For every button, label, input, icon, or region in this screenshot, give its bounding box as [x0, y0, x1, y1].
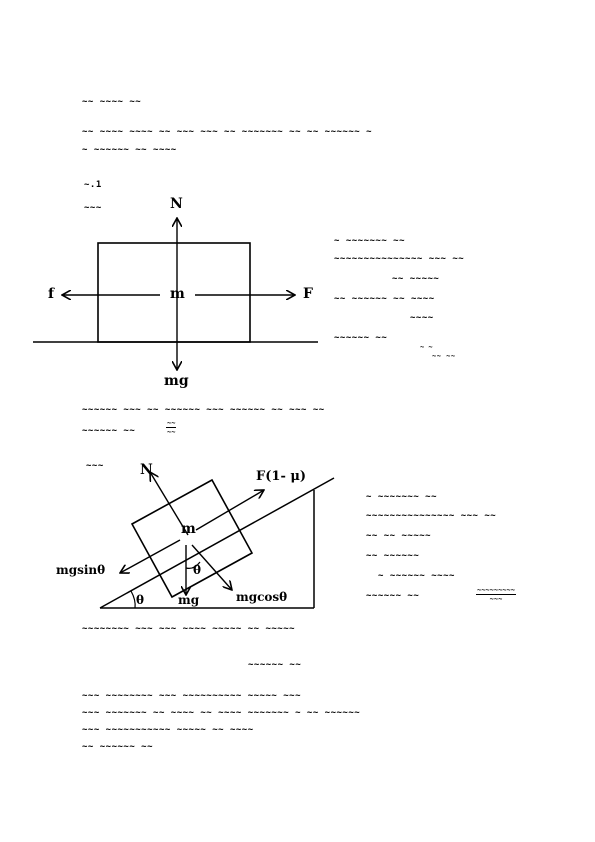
page-heading: ~~ ~~~~ ~~	[82, 97, 142, 107]
note-1-line-4: ~~ ~~~~~~ ~~ ~~~~	[334, 294, 435, 304]
note-1-line-1: ~ ~~~~~~~ ~~	[334, 236, 406, 246]
friction-label: f	[48, 286, 55, 302]
note-2-fraction: ~~~~~~~~~ ~~~	[477, 586, 515, 603]
angle-arc-base	[131, 591, 135, 608]
incline-mass-label: m	[181, 521, 196, 537]
note-1-line-3: ~~ ~~~~~	[392, 274, 440, 284]
note-1-line-2: ~~~~~~~~~~~~~~~ ~~~ ~~	[334, 254, 465, 264]
incline-weight-label: mg	[178, 593, 200, 607]
result-1-line-2: ~~~~~~ ~~	[82, 426, 136, 436]
note-2-line-5: ~ ~~~~~~ ~~~~	[378, 571, 455, 581]
result-1-fraction: ~~ ~~	[167, 419, 176, 436]
incline-force-label: F(1- μ)	[256, 469, 307, 484]
intro-line-2: ~ ~~~~~~ ~~ ~~~~	[82, 145, 177, 155]
note-1-line-5: ~~~~	[410, 313, 434, 323]
note-2-line-3: ~~ ~~ ~~~~~	[366, 531, 432, 541]
incline-surface	[100, 478, 334, 608]
centered-equation: ~~~~~~ ~~	[248, 660, 302, 670]
result-2-line: ~~~~~~~~ ~~~ ~~~ ~~~~ ~~~~~ ~~ ~~~~~	[82, 624, 296, 634]
mass-label: m	[170, 286, 185, 302]
note-2-line-2: ~~~~~~~~~~~~~~~ ~~~ ~~	[366, 511, 497, 521]
conclusion-line-2: ~~~ ~~~~~~~ ~~ ~~~~ ~~ ~~~~ ~~~~~~~ ~ ~~ ~~~~~~	[82, 708, 361, 718]
theta-top-label: θ	[193, 563, 202, 577]
intro-line-1: ~~ ~~~~ ~~~~ ~~ ~~~ ~~~ ~~ ~~~~~~~ ~~ ~~ ~~~~~~ ~	[82, 127, 373, 137]
incline-normal-label: N	[140, 462, 153, 478]
conclusion-line-3: ~~~ ~~~~~~~~~~~ ~~~~~ ~~ ~~~~	[82, 725, 254, 735]
note-1-fraction: ~ ~	[420, 343, 433, 351]
result-1-line-1: ~~~~~~ ~~~ ~~ ~~~~~~ ~~~ ~~~~~~ ~~ ~~~ ~~	[82, 405, 325, 415]
incline-force-arrow	[196, 490, 264, 530]
section-label: ~.1	[84, 180, 102, 190]
cos-component-label: mgcosθ	[236, 590, 288, 604]
conclusion-line-4: ~~ ~~~~~~ ~~	[82, 742, 154, 752]
normal-label: N	[170, 196, 183, 212]
note-2-line-6: ~~~~~~ ~~	[366, 591, 420, 601]
case-1-label: ~~~	[84, 203, 102, 213]
conclusion-line-1: ~~~ ~~~~~~~~ ~~~ ~~~~~~~~~~ ~~~~~ ~~~	[82, 691, 301, 701]
weight-label: mg	[164, 373, 189, 389]
note-1-line-6: ~~~~~~ ~~	[334, 333, 388, 343]
case-2-label: ~~~	[86, 461, 104, 471]
force-label: F	[303, 286, 313, 302]
note-2-line-4: ~~ ~~~~~~	[366, 551, 420, 561]
theta-base-label: θ	[136, 593, 145, 607]
note-1-fraction-den: ~~ ~~	[432, 352, 456, 360]
note-2-line-1: ~ ~~~~~~~ ~~	[366, 492, 438, 502]
sin-component-label: mgsinθ	[56, 563, 106, 577]
